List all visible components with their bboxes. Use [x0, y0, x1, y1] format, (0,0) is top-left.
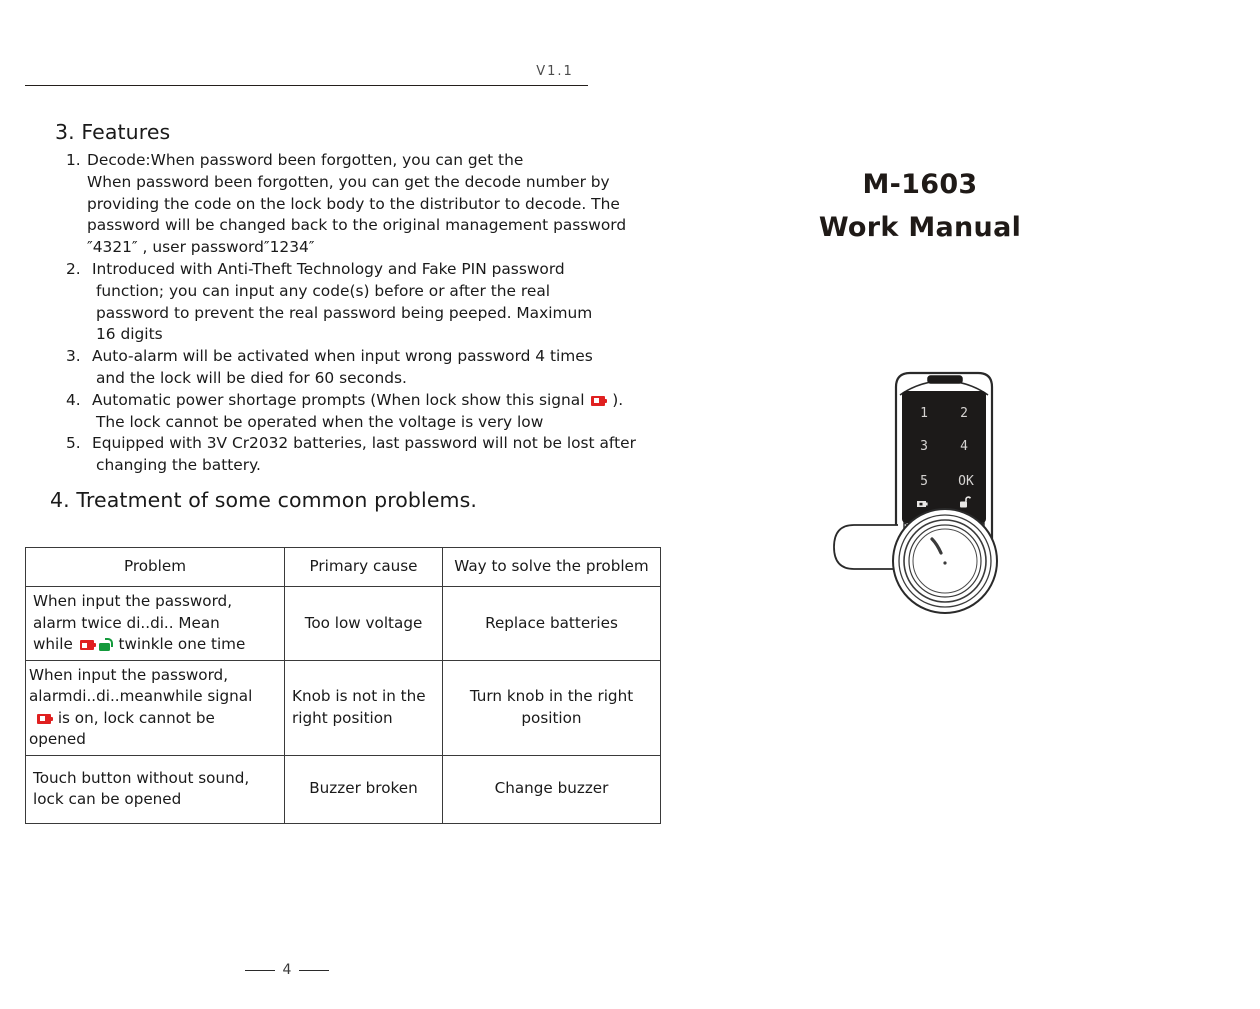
header-rule: [25, 85, 588, 86]
page-number: 4: [282, 962, 292, 978]
feature-line: function; you can input any code(s) before or after the real: [96, 281, 551, 300]
feature-line: changing the battery.: [96, 456, 261, 475]
table-row: [26, 660, 661, 755]
cell-solution: Turn knob in the right position: [443, 660, 661, 755]
features-heading: 3. Features: [55, 120, 171, 144]
feature-line: Equipped with 3V Cr2032 batteries, last password will not be lost after: [92, 434, 636, 453]
cell-solution: Replace batteries: [443, 587, 661, 661]
cell-problem: [26, 660, 285, 755]
problem-line: Touch button without sound,: [33, 768, 250, 787]
feature-item: [66, 150, 660, 259]
feature-line-prefix: Automatic power shortage prompts (When lock show this signal: [92, 390, 590, 409]
keypad-key-2: 2: [960, 406, 968, 421]
problem-line: alarmdi..di..meanwhile signal: [29, 687, 253, 705]
table-row: [26, 755, 661, 823]
feature-item: [66, 346, 660, 390]
problem-line: lock can be opened: [33, 790, 182, 808]
keypad-panel: [902, 391, 986, 523]
feature-line: password to prevent the real password being peeped. Maximum: [96, 303, 593, 322]
keypad-key-ok: OK: [958, 474, 974, 489]
troubleshooting-table: [25, 547, 661, 824]
feature-line: 16 digits: [96, 325, 163, 344]
lock-product-illustration: [820, 365, 1020, 649]
battery-low-icon: [80, 640, 94, 650]
cell-cause: Too low voltage: [285, 587, 443, 661]
treatment-heading: 4. Treatment of some common problems.: [50, 487, 478, 512]
feature-item: [66, 259, 660, 346]
cell-problem: [26, 755, 285, 823]
left-content-column: [0, 120, 660, 512]
feature-line: Introduced with Anti-Theft Technology and Fake PIN password: [92, 259, 565, 278]
feature-line: password will be changed back to the original management password: [87, 216, 627, 235]
cell-problem: [26, 587, 285, 661]
feature-line: The lock cannot be operated when the voltage is very low: [96, 412, 544, 431]
footer-dash-right: [299, 970, 329, 971]
column-header-problem: Problem: [26, 548, 285, 587]
product-model: M-1603: [862, 169, 978, 200]
version-label: V1.1: [536, 64, 574, 79]
footer-dash-left: [245, 970, 275, 971]
problem-line: When input the password,: [29, 665, 229, 684]
features-list: [0, 150, 660, 477]
cell-solution: Change buzzer: [443, 755, 661, 823]
feature-line-with-icon: [92, 390, 660, 412]
feature-number: 1.: [66, 151, 81, 169]
cell-cause: Knob is not in the right position: [285, 660, 443, 755]
knob-ring-5: [913, 529, 977, 593]
feature-number: 5.: [66, 434, 81, 453]
keypad-key-3: 3: [920, 439, 928, 454]
feature-number: 2.: [66, 259, 81, 278]
manual-title: [740, 163, 1100, 249]
padlock-open-icon: [99, 638, 112, 651]
problem-line-suffix: is on, lock cannot be: [53, 708, 215, 727]
feature-line: Decode:When password been forgotten, you can get the: [87, 151, 524, 169]
lock-top-slot: [928, 376, 962, 383]
feature-number: 3.: [66, 347, 81, 366]
feature-line: Auto-alarm will be activated when input wrong password 4 times: [92, 347, 593, 366]
cell-cause: Buzzer broken: [285, 755, 443, 823]
feature-line: providing the code on the lock body to the distributor to decode. The: [87, 194, 620, 213]
feature-line: When password been forgotten, you can get the decode number by: [87, 172, 610, 191]
feature-item: [66, 390, 660, 434]
feature-item: [66, 433, 660, 477]
problem-line-suffix: twinkle one time: [113, 635, 246, 653]
keypad-key-1: 1: [920, 406, 928, 421]
problem-line: alarm twice di..di.. Mean: [33, 613, 220, 632]
feature-number: 4.: [66, 390, 81, 409]
knob-center-dot: [943, 561, 946, 564]
lock-latch-cam: [834, 525, 898, 569]
battery-low-icon: [591, 396, 605, 406]
problem-line: opened: [29, 730, 86, 748]
battery-low-icon: [37, 714, 51, 724]
document-type: Work Manual: [818, 212, 1022, 243]
keypad-key-4: 4: [960, 439, 968, 454]
table-header-row: [26, 548, 661, 587]
problem-line-prefix: while: [33, 635, 78, 653]
column-header-primary-cause: Primary cause: [285, 548, 443, 587]
column-header-solution: Way to solve the problem: [443, 548, 661, 587]
table-row: [26, 587, 661, 661]
feature-line: ″4321″ , user password″1234″: [87, 238, 315, 257]
feature-line-suffix: ).: [607, 390, 624, 409]
problem-line: When input the password,: [33, 592, 233, 610]
keypad-key-5: 5: [920, 474, 928, 489]
page-footer: [232, 962, 342, 978]
feature-line: and the lock will be died for 60 seconds.: [96, 368, 407, 387]
